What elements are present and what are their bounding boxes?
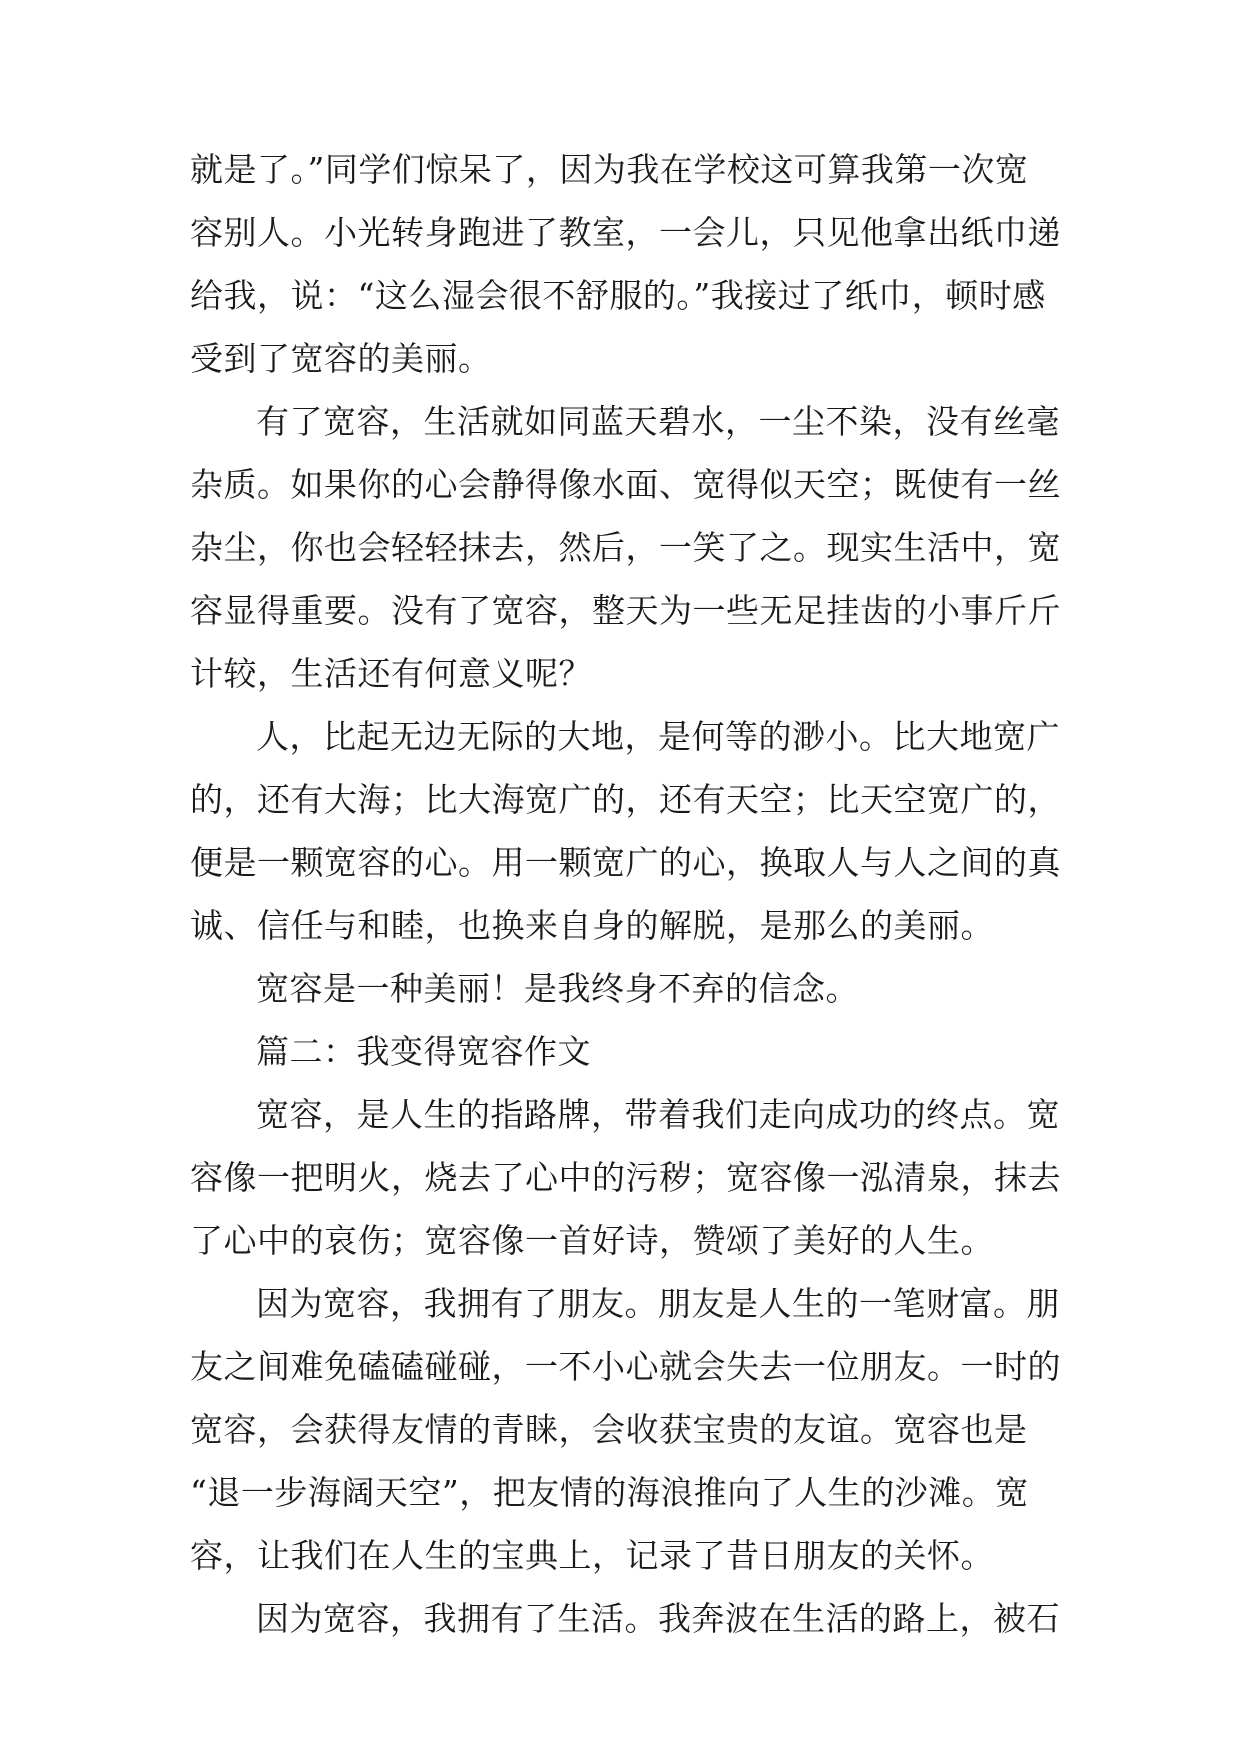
text-line: 容显得重要。没有了宽容，整天为一些无足挂齿的小事斤斤 xyxy=(190,591,1061,630)
paragraph-first-line: 宽容，是人生的指路牌，带着我们走向成功的终点。宽 xyxy=(256,1095,1060,1134)
text-line: 宽容，会获得友情的青睐，会收获宝贵的友谊。宽容也是 xyxy=(190,1410,1028,1449)
text-line: 给我，说：“这么湿会很不舒服的。”我接过了纸巾，顿时感 xyxy=(190,276,1046,315)
paragraph-first-line: 有了宽容，生活就如同蓝天碧水，一尘不染，没有丝毫 xyxy=(256,402,1060,441)
text-line: 就是了。”同学们惊呆了，因为我在学校这可算我第一次宽 xyxy=(190,150,1029,189)
text-line: 的，还有大海；比大海宽广的，还有天空；比天空宽广的， xyxy=(190,780,1061,819)
text-line: 友之间难免磕磕碰碰，一不小心就会失去一位朋友。一时的 xyxy=(190,1347,1061,1386)
text-line: 杂尘，你也会轻轻抹去，然后，一笑了之。现实生活中，宽 xyxy=(190,528,1061,567)
text-line: 容别人。小光转身跑进了教室，一会儿，只见他拿出纸巾递 xyxy=(190,213,1061,252)
paragraph-first-line: 因为宽容，我拥有了生活。我奔波在生活的路上，被石 xyxy=(256,1599,1060,1638)
text-line: “退一步海阔天空”，把友情的海浪推向了人生的沙滩。宽 xyxy=(190,1473,1029,1512)
text-line: 受到了宽容的美丽。 xyxy=(190,339,492,378)
text-line: 计较，生活还有何意义呢？ xyxy=(190,654,592,693)
text-line: 杂质。如果你的心会静得像水面、宽得似天空；既使有一丝 xyxy=(190,465,1061,504)
text-line: 容像一把明火，烧去了心中的污秽；宽容像一泓清泉，抹去 xyxy=(190,1158,1061,1197)
document-page xyxy=(190,138,1060,1650)
text-line: 诚、信任与和睦，也换来自身的解脱，是那么的美丽。 xyxy=(190,906,994,945)
paragraph-first-line: 宽容是一种美丽！是我终身不弃的信念。 xyxy=(256,969,859,1008)
text-line: 便是一颗宽容的心。用一颗宽广的心，换取人与人之间的真 xyxy=(190,843,1061,882)
section-heading: 篇二：我变得宽容作文 xyxy=(256,1032,591,1071)
paragraph-first-line: 人，比起无边无际的大地，是何等的渺小。比大地宽广 xyxy=(256,717,1060,756)
paragraph-first-line: 因为宽容，我拥有了朋友。朋友是人生的一笔财富。朋 xyxy=(256,1284,1060,1323)
text-line: 容，让我们在人生的宝典上，记录了昔日朋友的关怀。 xyxy=(190,1536,994,1575)
text-line: 了心中的哀伤；宽容像一首好诗，赞颂了美好的人生。 xyxy=(190,1221,994,1260)
